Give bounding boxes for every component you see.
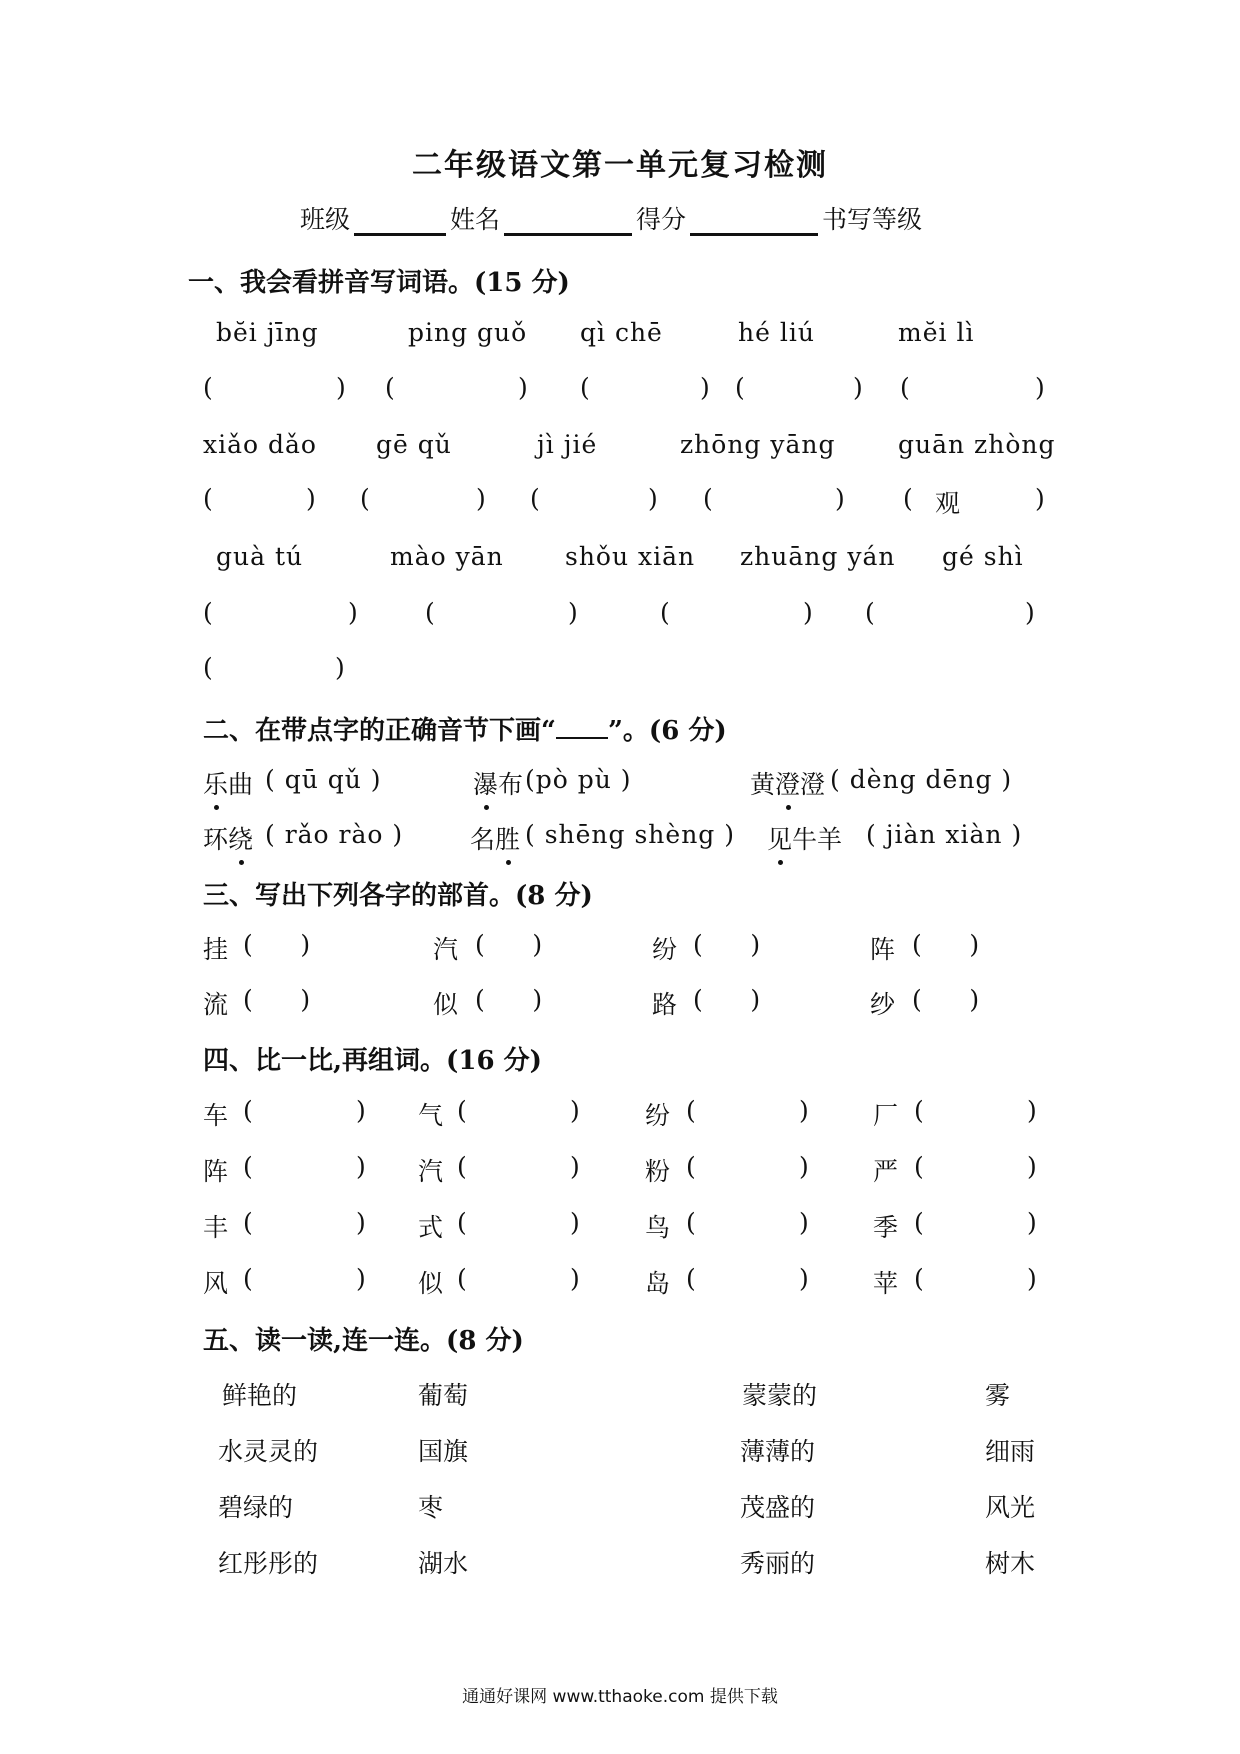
- match-adjective: 茂盛的: [740, 1493, 816, 1522]
- pinyin-item: guà tú: [216, 542, 304, 571]
- answer-box: ( ): [457, 1152, 580, 1181]
- pinyin-item: xiǎo dǎo: [203, 430, 317, 459]
- answer-box: ( ): [457, 1208, 580, 1237]
- radical-char: 阵: [870, 935, 896, 964]
- section-2-heading-part: 二、在带点字的正确音节下画“: [203, 716, 556, 746]
- match-adjective: 红彤彤的: [218, 1549, 319, 1578]
- answer-box-open: (: [425, 598, 435, 627]
- dotted-word: 乐曲: [203, 765, 253, 801]
- pinyin-item: gē qǔ: [376, 430, 452, 459]
- answer-box: ( ): [914, 1152, 1037, 1181]
- answer-box-close: ): [306, 484, 316, 513]
- radical-char: 路: [652, 990, 678, 1019]
- answer-box-open: (: [703, 484, 713, 513]
- answer-box: ( ): [914, 1208, 1037, 1237]
- match-noun: 雾: [985, 1381, 1011, 1410]
- match-noun: 国旗: [418, 1437, 469, 1466]
- answer-box-close: ): [1035, 373, 1045, 402]
- compare-char: 式: [418, 1213, 444, 1242]
- compare-char: 苹: [873, 1269, 899, 1298]
- compare-char: 鸟: [645, 1213, 671, 1242]
- answer-box: ( ): [914, 1096, 1037, 1125]
- answer-box-close: ): [803, 598, 813, 627]
- page-title: 二年级语文第一单元复习检测: [412, 148, 828, 183]
- radical-char: 流: [203, 990, 229, 1019]
- answer-box-open: (: [865, 598, 875, 627]
- answer-box: ( ): [243, 1152, 366, 1181]
- compare-char: 风: [203, 1269, 229, 1298]
- pinyin-options: ( dèng dēng ): [830, 765, 1013, 794]
- answer-box: ( ): [693, 930, 761, 959]
- answer-hint: 观: [935, 489, 961, 518]
- answer-box-close: ): [835, 484, 845, 513]
- answer-box: ( ): [457, 1264, 580, 1293]
- pinyin-item: zhuāng yán: [740, 542, 896, 571]
- answer-box-open: (: [660, 598, 670, 627]
- compare-char: 气: [418, 1101, 444, 1130]
- answer-box: ( ): [693, 985, 761, 1014]
- pinyin-options: ( rǎo rào ): [265, 820, 404, 849]
- pinyin-item: shǒu xiān: [565, 542, 696, 571]
- name-blank: [504, 207, 632, 236]
- answer-box-close: ): [336, 373, 346, 402]
- answer-box-close: ): [1025, 598, 1035, 627]
- answer-box: ( ): [475, 930, 543, 959]
- pinyin-item: jì jié: [537, 430, 598, 459]
- section-2-heading: [203, 710, 727, 747]
- answer-box-close: ): [648, 484, 658, 513]
- compare-char: 粉: [645, 1157, 671, 1186]
- student-info-line: [300, 200, 922, 236]
- section-5-heading: 五、读一读,连一连。(8 分): [203, 1326, 524, 1356]
- answer-box-close: ): [348, 598, 358, 627]
- radical-char: 汽: [433, 935, 459, 964]
- pinyin-item: mào yān: [390, 542, 504, 571]
- match-adjective: 蒙蒙的: [742, 1381, 818, 1410]
- radical-char: 挂: [203, 935, 229, 964]
- dotted-word: 瀑布: [473, 765, 523, 801]
- dotted-word: 名胜: [470, 820, 520, 856]
- compare-char: 季: [873, 1213, 899, 1242]
- answer-box-close: ): [568, 598, 578, 627]
- answer-box: ( ): [457, 1096, 580, 1125]
- answer-box: ( ): [912, 930, 980, 959]
- answer-box: ( ): [686, 1208, 809, 1237]
- answer-box-open: (: [203, 653, 213, 682]
- section-4-heading: 四、比一比,再组词。(16 分): [203, 1046, 542, 1076]
- answer-box: ( ): [243, 1264, 366, 1293]
- pinyin-options: ( jiàn xiàn ): [866, 820, 1023, 849]
- match-noun: 风光: [985, 1493, 1036, 1522]
- answer-box: ( ): [914, 1264, 1037, 1293]
- answer-box-close: ): [476, 484, 486, 513]
- name-label: 姓名: [450, 205, 501, 234]
- section-1-heading: 一、我会看拼音写词语。(15 分): [188, 268, 570, 298]
- pinyin-item: qì chē: [580, 318, 663, 347]
- answer-box-open: (: [360, 484, 370, 513]
- answer-box-close: ): [518, 373, 528, 402]
- compare-char: 严: [873, 1157, 899, 1186]
- match-adjective: 薄薄的: [740, 1437, 816, 1466]
- answer-box: ( ): [686, 1264, 809, 1293]
- compare-char: 丰: [203, 1213, 229, 1242]
- writing-grade-label: 书写等级: [822, 205, 923, 234]
- compare-char: 阵: [203, 1157, 229, 1186]
- match-noun: 树木: [985, 1549, 1036, 1578]
- dotted-word: 见牛羊: [767, 820, 842, 856]
- answer-box-open: (: [203, 484, 213, 513]
- compare-char: 岛: [645, 1269, 671, 1298]
- pinyin-item: hé liú: [738, 318, 815, 347]
- answer-box: ( ): [912, 985, 980, 1014]
- pinyin-options: ( shēng shèng ): [525, 820, 736, 849]
- score-blank: [690, 207, 818, 236]
- radical-char: 似: [433, 990, 459, 1019]
- answer-box-open: (: [735, 373, 745, 402]
- pinyin-item: mĕi lì: [898, 318, 975, 347]
- match-adjective: 鲜艳的: [222, 1381, 298, 1410]
- answer-box: ( ): [686, 1152, 809, 1181]
- compare-char: 纷: [645, 1101, 671, 1130]
- pinyin-item: ping guǒ: [408, 318, 528, 347]
- pinyin-item: zhōng yāng: [680, 430, 836, 459]
- dotted-word: 环绕: [203, 820, 253, 856]
- answer-box: ( ): [243, 1208, 366, 1237]
- pinyin-item: guān zhòng: [898, 430, 1056, 459]
- answer-box-open: (: [580, 373, 590, 402]
- answer-box-open: (: [203, 373, 213, 402]
- match-adjective: 碧绿的: [218, 1493, 294, 1522]
- answer-box: ( ): [475, 985, 543, 1014]
- answer-box: ( ): [243, 1096, 366, 1125]
- answer-box-open: (: [203, 598, 213, 627]
- match-noun: 湖水: [418, 1549, 469, 1578]
- match-adjective: 秀丽的: [740, 1549, 816, 1578]
- answer-box-close: ): [335, 653, 345, 682]
- answer-box-open: (: [903, 484, 913, 513]
- compare-char: 厂: [873, 1101, 899, 1130]
- dotted-word: 黄澄澄: [750, 765, 825, 801]
- radical-char: 纱: [870, 990, 896, 1019]
- compare-char: 汽: [418, 1157, 444, 1186]
- answer-box-open: (: [900, 373, 910, 402]
- answer-box-close: ): [700, 373, 710, 402]
- answer-box: ( ): [243, 985, 311, 1014]
- match-noun: 葡萄: [418, 1381, 469, 1410]
- footer-credit: 通通好课网 www.tthaoke.com 提供下载: [462, 1687, 778, 1707]
- radical-char: 纷: [652, 935, 678, 964]
- match-noun: 枣: [418, 1493, 444, 1522]
- answer-box: ( ): [686, 1096, 809, 1125]
- score-label: 得分: [636, 205, 687, 234]
- match-adjective: 水灵灵的: [218, 1437, 319, 1466]
- answer-box: ( ): [243, 930, 311, 959]
- underline-sample: [556, 715, 608, 739]
- section-2-heading-part: ”。(6 分): [607, 716, 727, 746]
- class-blank: [354, 207, 446, 236]
- pinyin-options: (pò pù ): [525, 765, 632, 794]
- pinyin-options: ( qū qǔ ): [265, 765, 382, 794]
- answer-box-close: ): [1035, 484, 1045, 513]
- compare-char: 车: [203, 1101, 229, 1130]
- class-label: 班级: [300, 205, 351, 234]
- match-noun: 细雨: [985, 1437, 1036, 1466]
- answer-box-close: ): [853, 373, 863, 402]
- answer-box-open: (: [530, 484, 540, 513]
- answer-box-open: (: [385, 373, 395, 402]
- compare-char: 似: [418, 1269, 444, 1298]
- pinyin-item: gé shì: [942, 542, 1024, 571]
- section-3-heading: 三、写出下列各字的部首。(8 分): [203, 881, 593, 911]
- pinyin-item: bĕi jīng: [216, 318, 319, 347]
